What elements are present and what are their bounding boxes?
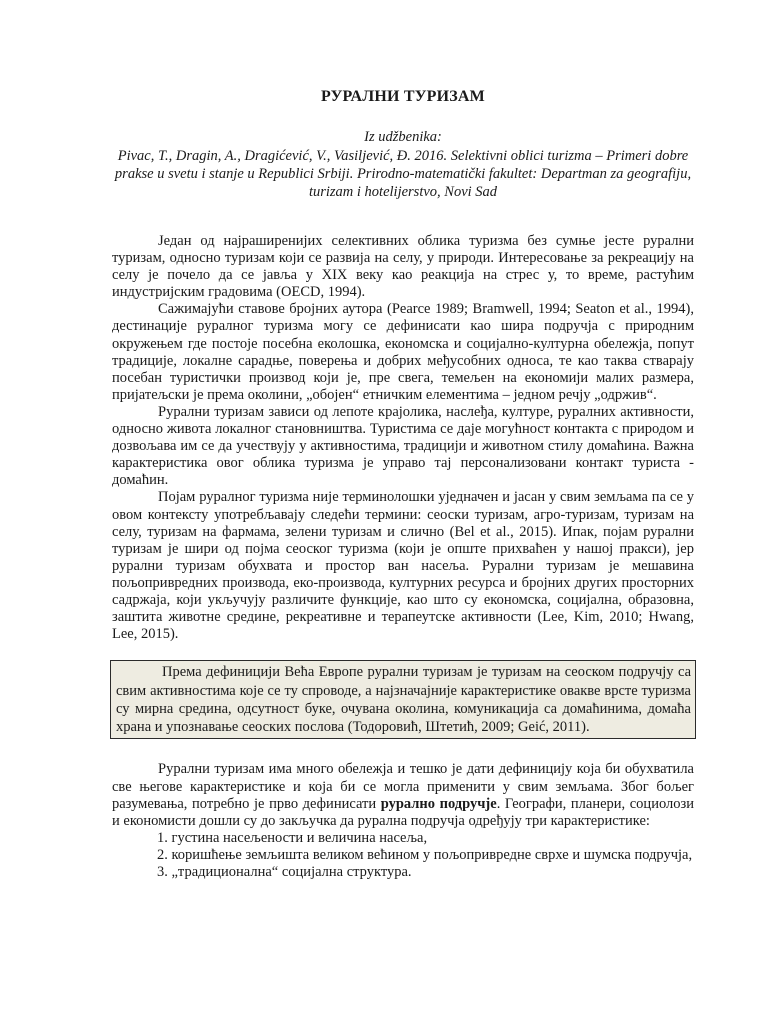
list-item: 3. „традиционална“ социјална структура. [157,864,412,880]
closing-text-after: . Географи, планери, социолози и економисти дошли су до закључка да рурална подручја одређују три карактеристике: [112,795,694,829]
definition-text: Према дефиницији Већа Европе рурални туризам је туризам на сеоском подручју са свим активностима које се ту спроводе, а најзначајније карактеристике овакве врсте туризма су мирна средина, одсутност буке, очувана околина, комуникација са домаћинима, домаћа храна и упознавање сеоских послова (Тодоровић, Штетић, 2009; Geić, 2011). [116,664,691,736]
key-term: рурално подручје [380,795,497,812]
list-item: 2. коришћење земљишта великом већином у пољопривредне сврхе и шумска подручја, [157,846,693,863]
paragraph: Појам руралног туризма није терминолошки уједначен и јасан у свим земљама па се у овом контексту употребљавају следећи термини: сеоски туризам, агро-туризам, туризам на селу, туризам на фармама, зелени туризам и слично (Bel et al., 2015). Ипак, појам рурални туризам је шири од појма сеоског туризма (који је опште прихваћен у нашој пракси), јер рурални туризам обухвата и простор ван насеља. Рурални туризам је мешавина пољопривредних производа, еко-производа, културних ресурса и бројних других просторних садржаја, који укључују различите функције, као што су економска, социјална, образовна, заштита животне средине, рекреативне и терапеутске активности (Lee, Kim, 2010; Hwang, Lee, 2015). [112,489,694,643]
characteristics-list [112,830,694,881]
closing-paragraph [112,761,694,829]
source-label: Iz udžbenika: [364,129,442,145]
source-reference [112,128,694,201]
document-body [112,233,694,881]
paragraph: Један од најраширенијих селективних облика туризма без сумње јесте рурални туризам, односно туризам који се развија на селу, у природи. Интересовање за рекреацију на селу је почело да се јавља у XIX веку као реакција на стрес у, то време, растућим индустријским градовима (OECD, 1994). [112,233,694,301]
document-title: РУРАЛНИ ТУРИЗАМ [321,88,485,105]
list-item: 1. густина насељености и величина насеља, [157,829,428,846]
paragraph: Рурални туризам зависи од лепоте крајолика, наслеђа, културе, руралних активности, односно живота локалног становништва. Туристима се даје могућност контакта с природом и дозвољава им се да учествују у активностима, традицији и животном стилу домаћина. Важна карактеристика овог облика туризма је управо тај персонализовани контакт туриста - домаћин. [112,403,694,489]
source-citation: Pivac, T., Dragin, A., Dragićević, V., Vasiljević, Đ. 2016. Selektivni oblici turizma – Primeri dobre prakse u svetu i stanje u Republici Srbiji. Prirodno-matematički fakultet: Departman za geografiju, turizam i hotelijerstvo, Novi Sad [114,148,692,200]
closing-section [112,761,694,881]
paragraph: Сажимајући ставове бројних аутора (Pearce 1989; Bramwell, 1994; Seaton et al., 1994), дестинације руралног туризма могу се дефинисати као шира подручја с природним окружењем где постоје посебна еколошка, економска и социјално-културна обележја, попут традиције, локалне сарадње, поверења и добрих међусобних односа, те као таква стварају посебан туристички производ који је, пре свега, темељен на економији малих размера, пријатељски је према околини, „обојен“ етничким елементима – једном речју „одржив“. [112,301,694,403]
definition-box [110,660,696,739]
document-page [112,84,694,881]
closing-text-before: Рурални туризам има много обележја и тешко је дати дефиницију која би обухватила све његове карактеристике и која би се могла применити у свим земљама. Због бољег разумевања, потребно је прво дефинисати [112,761,694,812]
